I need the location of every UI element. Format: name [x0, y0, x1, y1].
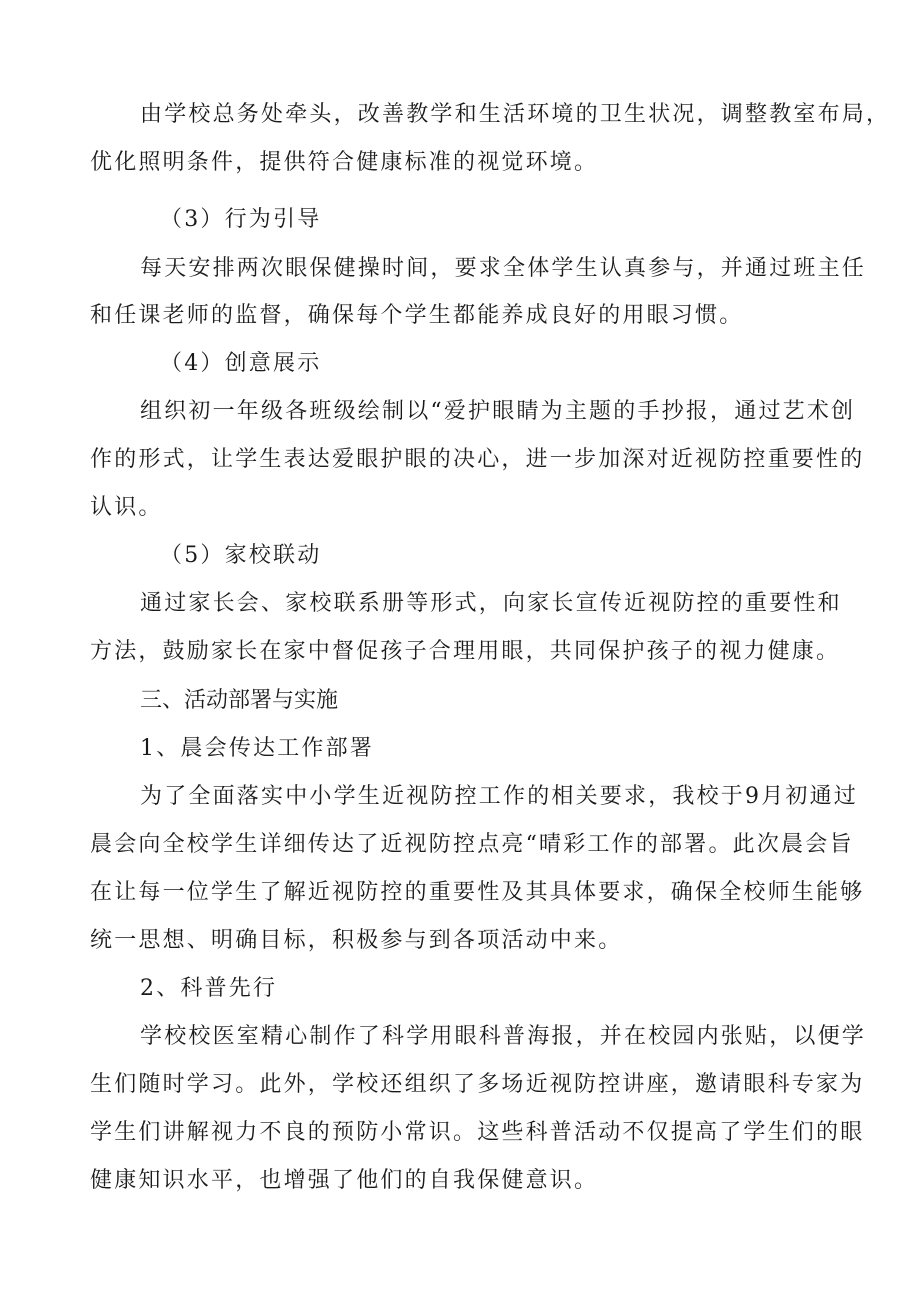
paragraph-line: 认识。 — [90, 495, 163, 520]
paragraph-line: 生们随时学习。此外，学校还组织了多场近视防控讲座，邀请眼科专家为 — [90, 1072, 865, 1097]
paragraph-line: 晨会向全校学生详细传达了近视防控点亮“晴彩工作的部署。此次晨会旨 — [90, 832, 854, 857]
paragraph-line: 方法，鼓励家长在家中督促孩子合理用眼，共同保护孩子的视力健康。 — [90, 639, 841, 664]
paragraph-line: 组织初一年级各班级绘制以“爱护眼睛为主题的手抄报，通过艺术创 — [140, 399, 856, 424]
paragraph-line: 和任课老师的监督，确保每个学生都能养成良好的用眼习惯。 — [90, 303, 744, 328]
section-heading: 三、活动部署与实施 — [140, 688, 339, 713]
paragraph-line: 由学校总务处牵头，改善教学和生活环境的卫生状况，调整教室布局， — [140, 102, 891, 127]
subheading: （3）行为引导 — [160, 207, 322, 232]
subheading: 1、晨会传达工作部署 — [140, 736, 374, 761]
paragraph-line: 统一思想、明确目标，积极参与到各项活动中来。 — [90, 928, 623, 953]
subheading: （4）创意展示 — [160, 351, 322, 376]
paragraph-line: 健康知识水平，也增强了他们的自我保健意识。 — [90, 1168, 599, 1193]
paragraph-line: 学校校医室精心制作了科学用眼科普海报，并在校园内张贴，以便学 — [140, 1024, 867, 1049]
subheading: （5）家校联动 — [160, 543, 322, 568]
paragraph-line: 为了全面落实中小学生近视防控工作的相关要求，我校于9月初通过 — [140, 784, 858, 809]
paragraph-line: 在让每一位学生了解近视防控的重要性及其具体要求，确保全校师生能够 — [90, 880, 865, 905]
paragraph-line: 通过家长会、家校联系册等形式，向家长宣传近视防控的重要性和 — [140, 591, 842, 616]
subheading: 2、科普先行 — [140, 976, 278, 1001]
paragraph-line: 每天安排两次眼保健操时间，要求全体学生认真参与，并通过班主任 — [140, 256, 867, 281]
paragraph-line: 学生们讲解视力不良的预防小常识。这些科普活动不仅提高了学生们的眼 — [90, 1120, 865, 1145]
paragraph-line: 作的形式，让学生表达爱眼护眼的决心，进一步加深对近视防控重要性的 — [90, 447, 865, 472]
paragraph-line: 优化照明条件，提供符合健康标准的视觉环境。 — [90, 150, 599, 175]
